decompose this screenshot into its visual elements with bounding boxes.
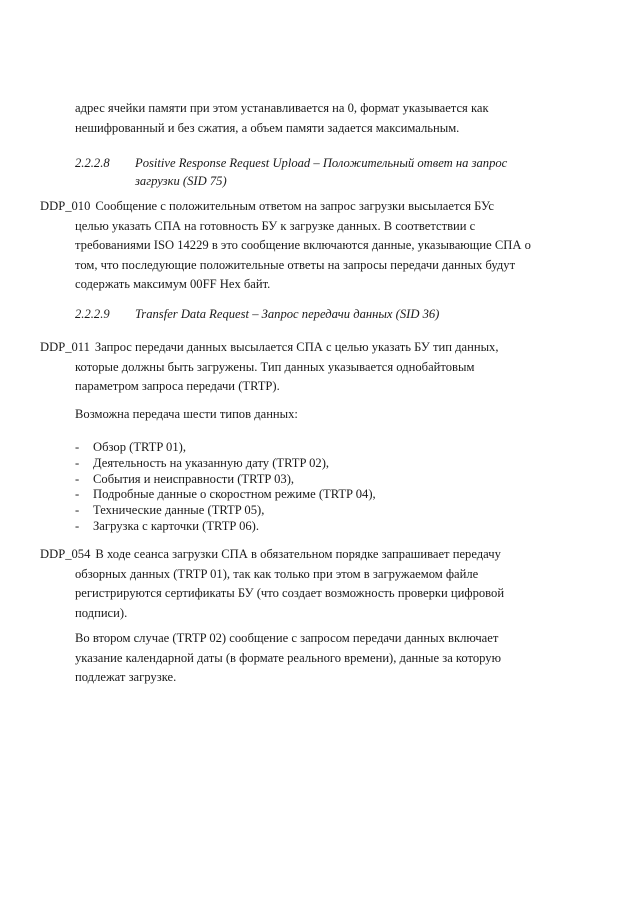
requirement-line: содержать максимум 00FF Hex байт. bbox=[75, 277, 271, 291]
closing-line: Во втором случае (TRTP 02) сообщение с запросом передачи данных включает bbox=[75, 631, 499, 645]
intro-line: адрес ячейки памяти при этом устанавливается на 0, формат указывается как bbox=[75, 101, 489, 115]
requirement-line: подписи). bbox=[75, 605, 128, 620]
list-item-text: Загрузка с карточки (TRTP 06). bbox=[93, 518, 260, 533]
list-bullet: - bbox=[75, 455, 80, 470]
intro-line: нешифрованный и без сжатия, а объем памяти задается максимальным. bbox=[75, 120, 460, 135]
list-item bbox=[75, 519, 555, 535]
requirement-line: целью указать СПА на готовность БУ к загрузке данных. В соответствии с bbox=[75, 218, 476, 233]
list-item-text: Технические данные (TRTP 05), bbox=[93, 503, 265, 518]
closing-line: указание календарной даты (в формате реального времени), данные за которую bbox=[75, 650, 502, 665]
list-item bbox=[75, 440, 555, 456]
requirement-line: требованиями ISO 14229 в это сообщение включаются данные, указывающие СПА о bbox=[75, 238, 531, 252]
data-types-list bbox=[75, 440, 555, 535]
intro-paragraph bbox=[75, 99, 565, 138]
requirement-ddp-011 bbox=[40, 338, 560, 397]
section-title-line: загрузки (SID 75) bbox=[135, 173, 227, 188]
closing-paragraph bbox=[75, 629, 565, 688]
list-bullet: - bbox=[75, 471, 80, 486]
requirement-first-line bbox=[40, 338, 560, 358]
requirement-text: Запрос передачи данных высылается СПА с целью указать БУ тип данных, bbox=[94, 340, 499, 354]
section-title bbox=[135, 306, 555, 324]
requirement-first-line bbox=[40, 545, 560, 565]
requirement-ddp-010 bbox=[40, 197, 560, 295]
section-title-line: Transfer Data Request – Запрос передачи данных (SID 36) bbox=[135, 307, 440, 321]
requirement-code: DDP_010 bbox=[40, 199, 91, 213]
list-item bbox=[75, 503, 555, 519]
requirement-line: которые должны быть загружены. Тип данных указывается однобайтовым bbox=[75, 359, 475, 374]
list-bullet: - bbox=[75, 518, 80, 533]
section-title-line: Positive Response Request Upload – Положительный ответ на запрос bbox=[135, 156, 508, 170]
requirement-line: обзорных данных (TRTP 01), так как только при этом в загружаемом файле bbox=[75, 566, 479, 581]
list-item-text: Деятельность на указанную дату (TRTP 02), bbox=[93, 455, 330, 470]
requirement-text: Сообщение с положительным ответом на запрос загрузки высылается БУс bbox=[95, 199, 494, 213]
requirement-ddp-054 bbox=[40, 545, 560, 623]
requirement-code: DDP_011 bbox=[40, 340, 90, 354]
types-intro bbox=[75, 405, 565, 425]
requirement-text: В ходе сеанса загрузки СПА в обязательном порядке запрашивает передачу bbox=[95, 547, 501, 561]
list-item bbox=[75, 487, 555, 503]
list-item bbox=[75, 472, 555, 488]
requirement-line: том, что последующие положительные ответы на запросы передачи данных будут bbox=[75, 257, 516, 272]
section-number: 2.2.2.8 bbox=[75, 156, 110, 170]
section-title bbox=[135, 155, 555, 190]
list-item bbox=[75, 456, 555, 472]
requirement-line: регистрируются сертификаты БУ (что создает возможность проверки цифровой bbox=[75, 586, 505, 600]
requirement-code: DDP_054 bbox=[40, 547, 91, 561]
section-number: 2.2.2.9 bbox=[75, 307, 110, 321]
list-item-text: Подробные данные о скоростном режиме (TRTP 04), bbox=[93, 487, 376, 502]
closing-line: подлежат загрузке. bbox=[75, 670, 177, 684]
list-bullet: - bbox=[75, 503, 80, 518]
list-item-text: События и неисправности (TRTP 03), bbox=[93, 471, 295, 486]
requirement-line: параметром запроса передачи (TRTP). bbox=[75, 379, 280, 393]
types-intro-text: Возможна передача шести типов данных: bbox=[75, 407, 298, 421]
requirement-first-line bbox=[40, 197, 560, 217]
list-bullet: - bbox=[75, 440, 80, 454]
list-bullet: - bbox=[75, 487, 80, 502]
list-item-text: Обзор (TRTP 01), bbox=[93, 440, 186, 454]
